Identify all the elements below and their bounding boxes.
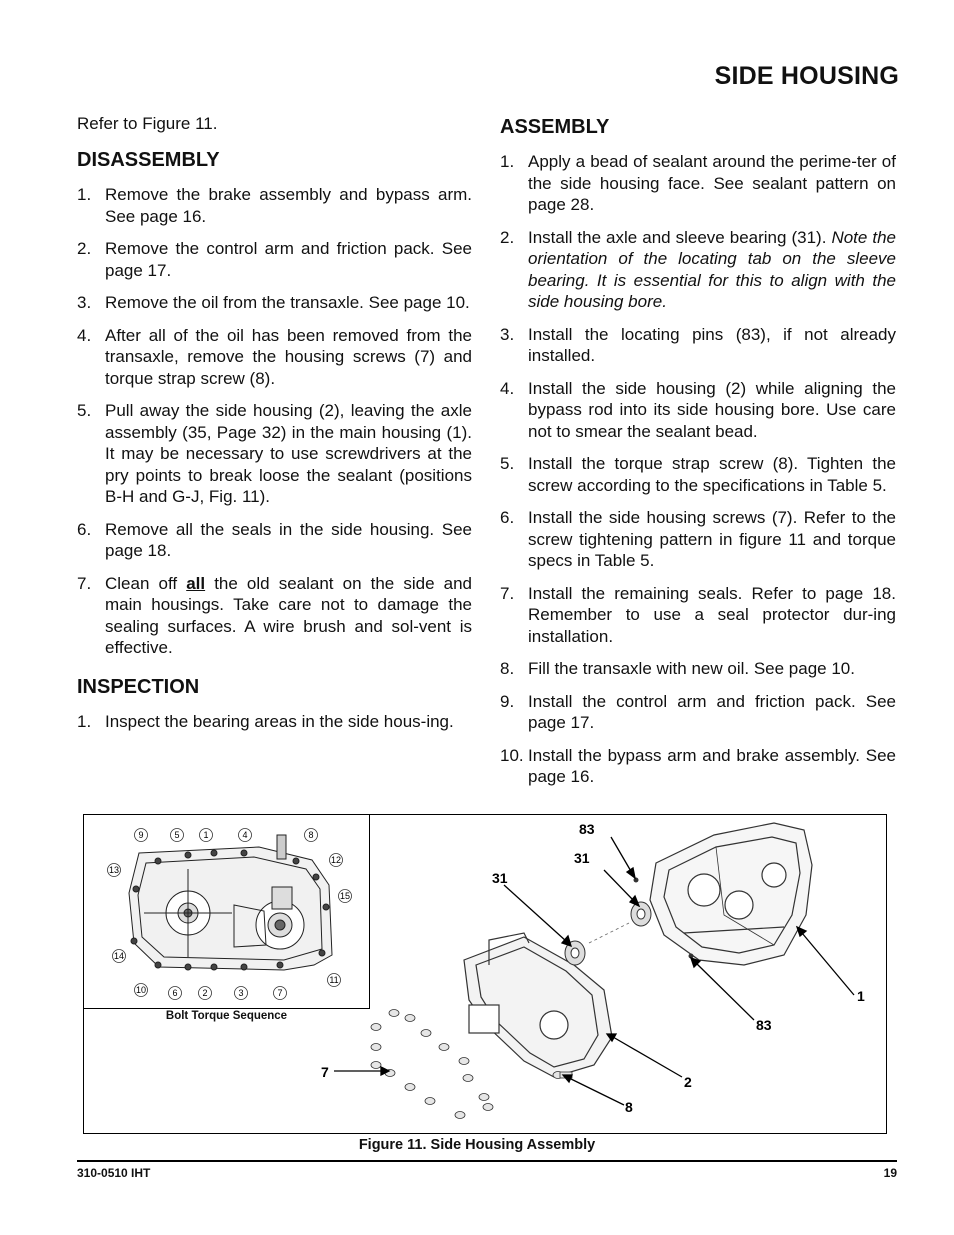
list-item: 8. Fill the transaxle with new oil. See page 10.	[500, 659, 855, 678]
list-item: 6. Remove all the seals in the side housing. See page 18.	[77, 519, 472, 560]
callout-31-left: 31	[492, 870, 508, 886]
list-item: 5. Install the torque strap screw (8). Tighten the screw according to the specifications in Table 5.	[500, 454, 896, 495]
list-item: 2. Install the axle and sleeve bearing (31). Note the orientation of the locating tab on the sleeve bearing. It is essential for this to align with the side housing bore.	[500, 227, 896, 311]
inspection-list	[77, 711, 472, 733]
callout-1: 1	[857, 988, 865, 1004]
footer-divider	[77, 1160, 897, 1162]
svg-text:3: 3	[238, 988, 244, 998]
callout-2: 2	[684, 1074, 692, 1090]
svg-text:13: 13	[108, 865, 120, 875]
svg-text:12: 12	[330, 855, 342, 865]
list-item: 3. Install the locating pins (83), if not already installed.	[500, 324, 896, 365]
svg-text:14: 14	[113, 951, 125, 961]
torque-sequence-inset	[84, 815, 370, 1009]
main-housing-drawing	[650, 823, 812, 965]
page-number: 19	[883, 1166, 897, 1180]
page-title: SIDE HOUSING	[714, 62, 899, 90]
refer-text: Refer to Figure 11.	[77, 114, 218, 133]
list-item: 4. After all of the oil has been removed from the transaxle, remove the housing screws (7) and torque strap screw (8).	[77, 325, 472, 388]
svg-text:15: 15	[339, 891, 351, 901]
list-item: 1. Remove the brake assembly and bypass arm. See page 16.	[77, 185, 472, 226]
svg-text:10: 10	[135, 985, 147, 995]
svg-text:7: 7	[277, 988, 283, 998]
list-item: 1. Apply a bead of sealant around the perime-ter of the side housing face. See sealant pattern on page 28.	[500, 152, 896, 214]
note-text: Note the orientation of the locating tab on the sleeve bearing. It is essential for this to align with the side housing bore.	[528, 227, 896, 311]
list-item: 5. Pull away the side housing (2), leaving the axle assembly (35, Page 32) in the main housing (1). It may be necessary to use screwdrivers at the pry points to break loose the sealant (positions B-H and G-J, Fig. 11).	[77, 401, 472, 506]
list-item: 10. Install the bypass arm and brake assembly. See page 16.	[500, 745, 896, 786]
figure-caption: Figure 11. Side Housing Assembly	[358, 1137, 596, 1153]
list-item: 2. Remove the control arm and friction pack. See page 17.	[77, 239, 472, 280]
disassembly-heading: DISASSEMBLY	[77, 149, 220, 171]
side-housing-drawing	[464, 933, 612, 1077]
assembly-list	[500, 151, 896, 788]
inspection-heading: INSPECTION	[77, 675, 200, 698]
list-item: 7. Clean off all the old sealant on the side and main housings. Take care not to damage the sealing surfaces. A wire brush and sol-vent is effective.	[77, 573, 472, 657]
svg-text:9: 9	[138, 830, 144, 840]
callout-8: 8	[625, 1099, 633, 1115]
svg-text:4: 4	[242, 830, 248, 840]
assembly-heading: ASSEMBLY	[500, 116, 610, 138]
callout-83-bottom: 83	[756, 1017, 772, 1033]
list-item: 6. Install the side housing screws (7). Refer to the screw tightening pattern in figure 11 and torque specs in Table 5.	[500, 508, 896, 570]
svg-text:2: 2	[202, 988, 208, 998]
emphasis-all: all	[186, 573, 206, 593]
list-item: 3. Remove the oil from the transaxle. See page 10.	[77, 293, 470, 312]
disassembly-list	[77, 184, 472, 659]
svg-text:8: 8	[308, 830, 314, 840]
svg-text:5: 5	[174, 830, 180, 840]
callout-31-right: 31	[574, 850, 590, 866]
callout-83-top: 83	[579, 821, 595, 837]
svg-text:6: 6	[172, 988, 178, 998]
list-item: 7. Install the remaining seals. Refer to page 18. Remember to use a seal protector dur-ing installation.	[500, 583, 896, 646]
list-item: 4. Install the side housing (2) while aligning the bypass rod into its side housing bore. Use care not to smear the sealant bead.	[500, 378, 896, 441]
callout-7: 7	[321, 1064, 329, 1080]
svg-text:11: 11	[329, 975, 339, 985]
left-column	[77, 113, 472, 743]
svg-text:1: 1	[203, 830, 209, 840]
list-item: 9. Install the control arm and friction pack. See page 17.	[500, 691, 896, 732]
list-item: 1. Inspect the bearing areas in the side hous-ing.	[77, 711, 454, 731]
inset-caption: Bolt Torque Sequence	[165, 1010, 288, 1022]
document-number: 310-0510 IHT	[77, 1166, 151, 1180]
right-column	[500, 113, 896, 799]
figure-11	[83, 814, 887, 1134]
sleeve-bearing-31b	[631, 902, 651, 926]
